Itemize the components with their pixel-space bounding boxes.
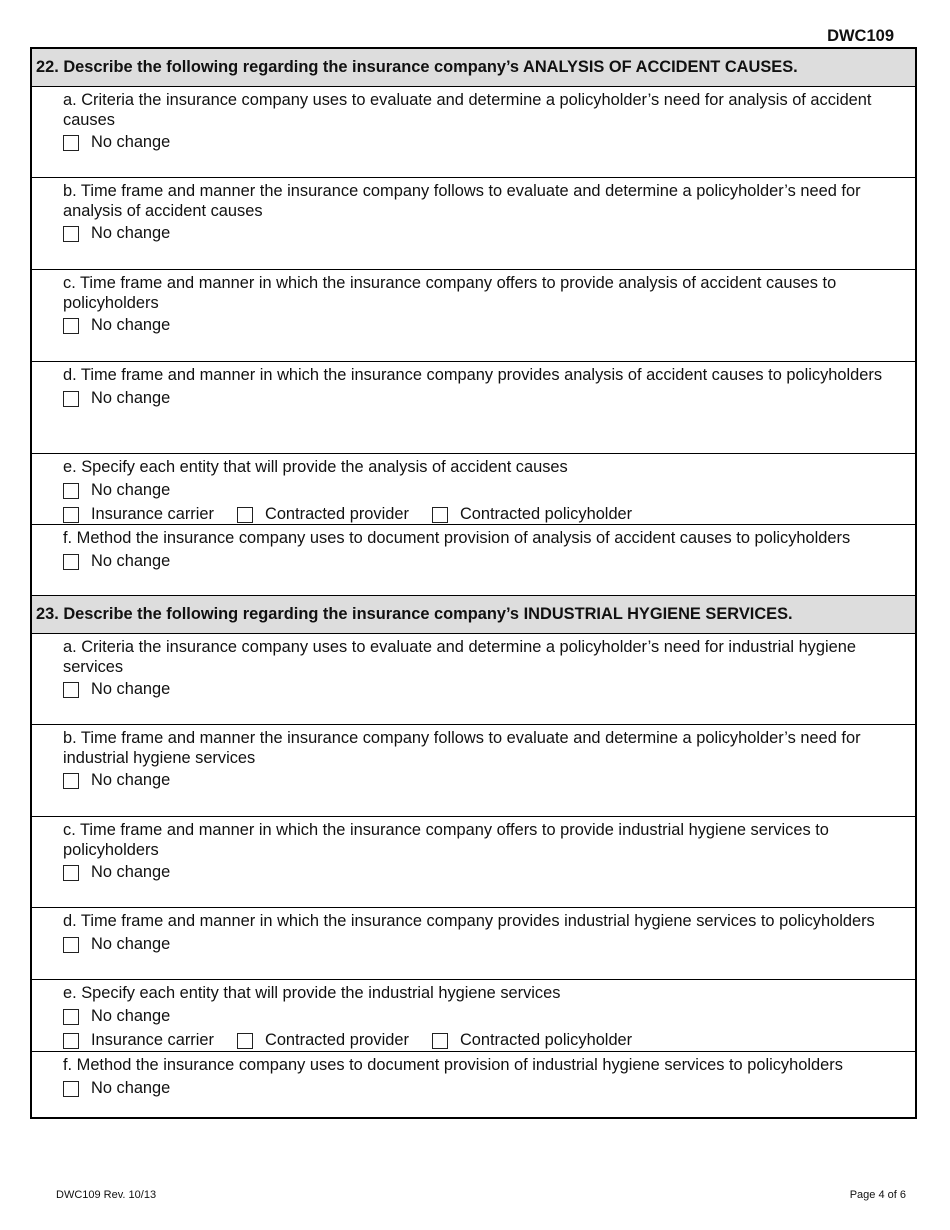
checkbox-label: No change	[91, 224, 171, 243]
checkbox-label: No change	[91, 316, 171, 335]
section-23-item-e	[32, 980, 915, 1052]
section-23-heading: 23. Describe the following regarding the insurance company’s INDUSTRIAL HYGIENE SERVICES.	[32, 596, 915, 634]
item-question: a. Criteria the insurance company uses to evaluate and determine a policyholder’s need for industrial hygiene services	[63, 638, 856, 676]
no-change-checkbox[interactable]	[63, 226, 79, 242]
form-table	[30, 47, 917, 1119]
no-change-checkbox[interactable]	[63, 773, 79, 789]
contracted-provider-checkbox[interactable]	[237, 507, 253, 523]
checkbox-label: Contracted policyholder	[459, 504, 633, 523]
checkbox-label: No change	[91, 934, 171, 953]
item-question: d. Time frame and manner in which the insurance company provides industrial hygiene services to policyholders	[63, 912, 875, 930]
footer-revision: DWC109 Rev. 10/13	[56, 1189, 157, 1201]
no-change-checkbox[interactable]	[63, 483, 79, 499]
section-22-item-b	[32, 178, 915, 270]
no-change-checkbox[interactable]	[63, 937, 79, 953]
entity-options	[63, 1030, 915, 1052]
no-change-checkbox[interactable]	[63, 865, 79, 881]
insurance-carrier-checkbox[interactable]	[63, 507, 79, 523]
checkbox-label: Insurance carrier	[91, 504, 214, 523]
contracted-provider-checkbox[interactable]	[237, 1033, 253, 1049]
item-question: f. Method the insurance company uses to document provision of industrial hygiene services to policyholders	[63, 1056, 843, 1074]
checkbox-label: No change	[91, 863, 171, 882]
checkbox-label: No change	[91, 1006, 171, 1025]
checkbox-label: No change	[91, 771, 171, 790]
section-22-heading: 22. Describe the following regarding the insurance company’s ANALYSIS OF ACCIDENT CAUSES.	[32, 49, 915, 87]
checkbox-label: Contracted policyholder	[459, 1030, 633, 1049]
no-change-checkbox[interactable]	[63, 682, 79, 698]
section-23-item-d	[32, 908, 915, 980]
checkbox-label: No change	[91, 133, 171, 152]
section-23-item-f	[32, 1052, 915, 1118]
section-23-item-c	[32, 817, 915, 908]
item-question: b. Time frame and manner the insurance company follows to evaluate and determine a policyholder’s need for analysis of accident causes	[63, 182, 861, 220]
footer-page-number: Page 4 of 6	[849, 1189, 906, 1201]
item-question: a. Criteria the insurance company uses to evaluate and determine a policyholder’s need for analysis of accident causes	[63, 91, 872, 129]
contracted-policyholder-checkbox[interactable]	[432, 1033, 448, 1049]
no-change-checkbox[interactable]	[63, 1081, 79, 1097]
item-question: c. Time frame and manner in which the insurance company offers to provide analysis of accident causes to policyholders	[63, 274, 837, 312]
section-23-item-a	[32, 634, 915, 725]
section-22-item-e	[32, 454, 915, 525]
section-22-item-c	[32, 270, 915, 362]
checkbox-label: No change	[91, 680, 171, 699]
no-change-checkbox[interactable]	[63, 135, 79, 151]
contracted-policyholder-checkbox[interactable]	[432, 507, 448, 523]
checkbox-label: No change	[91, 551, 171, 570]
section-22-item-d	[32, 362, 915, 454]
item-question: e. Specify each entity that will provide the industrial hygiene services	[63, 984, 561, 1002]
no-change-checkbox[interactable]	[63, 391, 79, 407]
checkbox-label: No change	[91, 388, 171, 407]
checkbox-label: Contracted provider	[264, 504, 409, 523]
no-change-checkbox[interactable]	[63, 554, 79, 570]
no-change-checkbox[interactable]	[63, 1009, 79, 1025]
insurance-carrier-checkbox[interactable]	[63, 1033, 79, 1049]
section-22-item-a	[32, 87, 915, 178]
form-code: DWC109	[827, 27, 894, 45]
checkbox-label: Insurance carrier	[91, 1030, 214, 1049]
entity-options	[63, 504, 915, 526]
item-question: c. Time frame and manner in which the insurance company offers to provide industrial hygiene services to policyholders	[63, 821, 829, 859]
checkbox-label: No change	[91, 1078, 171, 1097]
item-question: d. Time frame and manner in which the insurance company provides analysis of accident causes to policyholders	[63, 366, 883, 384]
section-23-item-b	[32, 725, 915, 817]
checkbox-label: No change	[91, 480, 171, 499]
item-question: f. Method the insurance company uses to document provision of analysis of accident causes to policyholders	[63, 529, 851, 547]
item-question: e. Specify each entity that will provide the analysis of accident causes	[63, 458, 568, 476]
section-22-item-f	[32, 525, 915, 596]
no-change-checkbox[interactable]	[63, 318, 79, 334]
checkbox-label: Contracted provider	[264, 1030, 409, 1049]
item-question: b. Time frame and manner the insurance company follows to evaluate and determine a policyholder’s need for industrial hygiene services	[63, 729, 861, 767]
